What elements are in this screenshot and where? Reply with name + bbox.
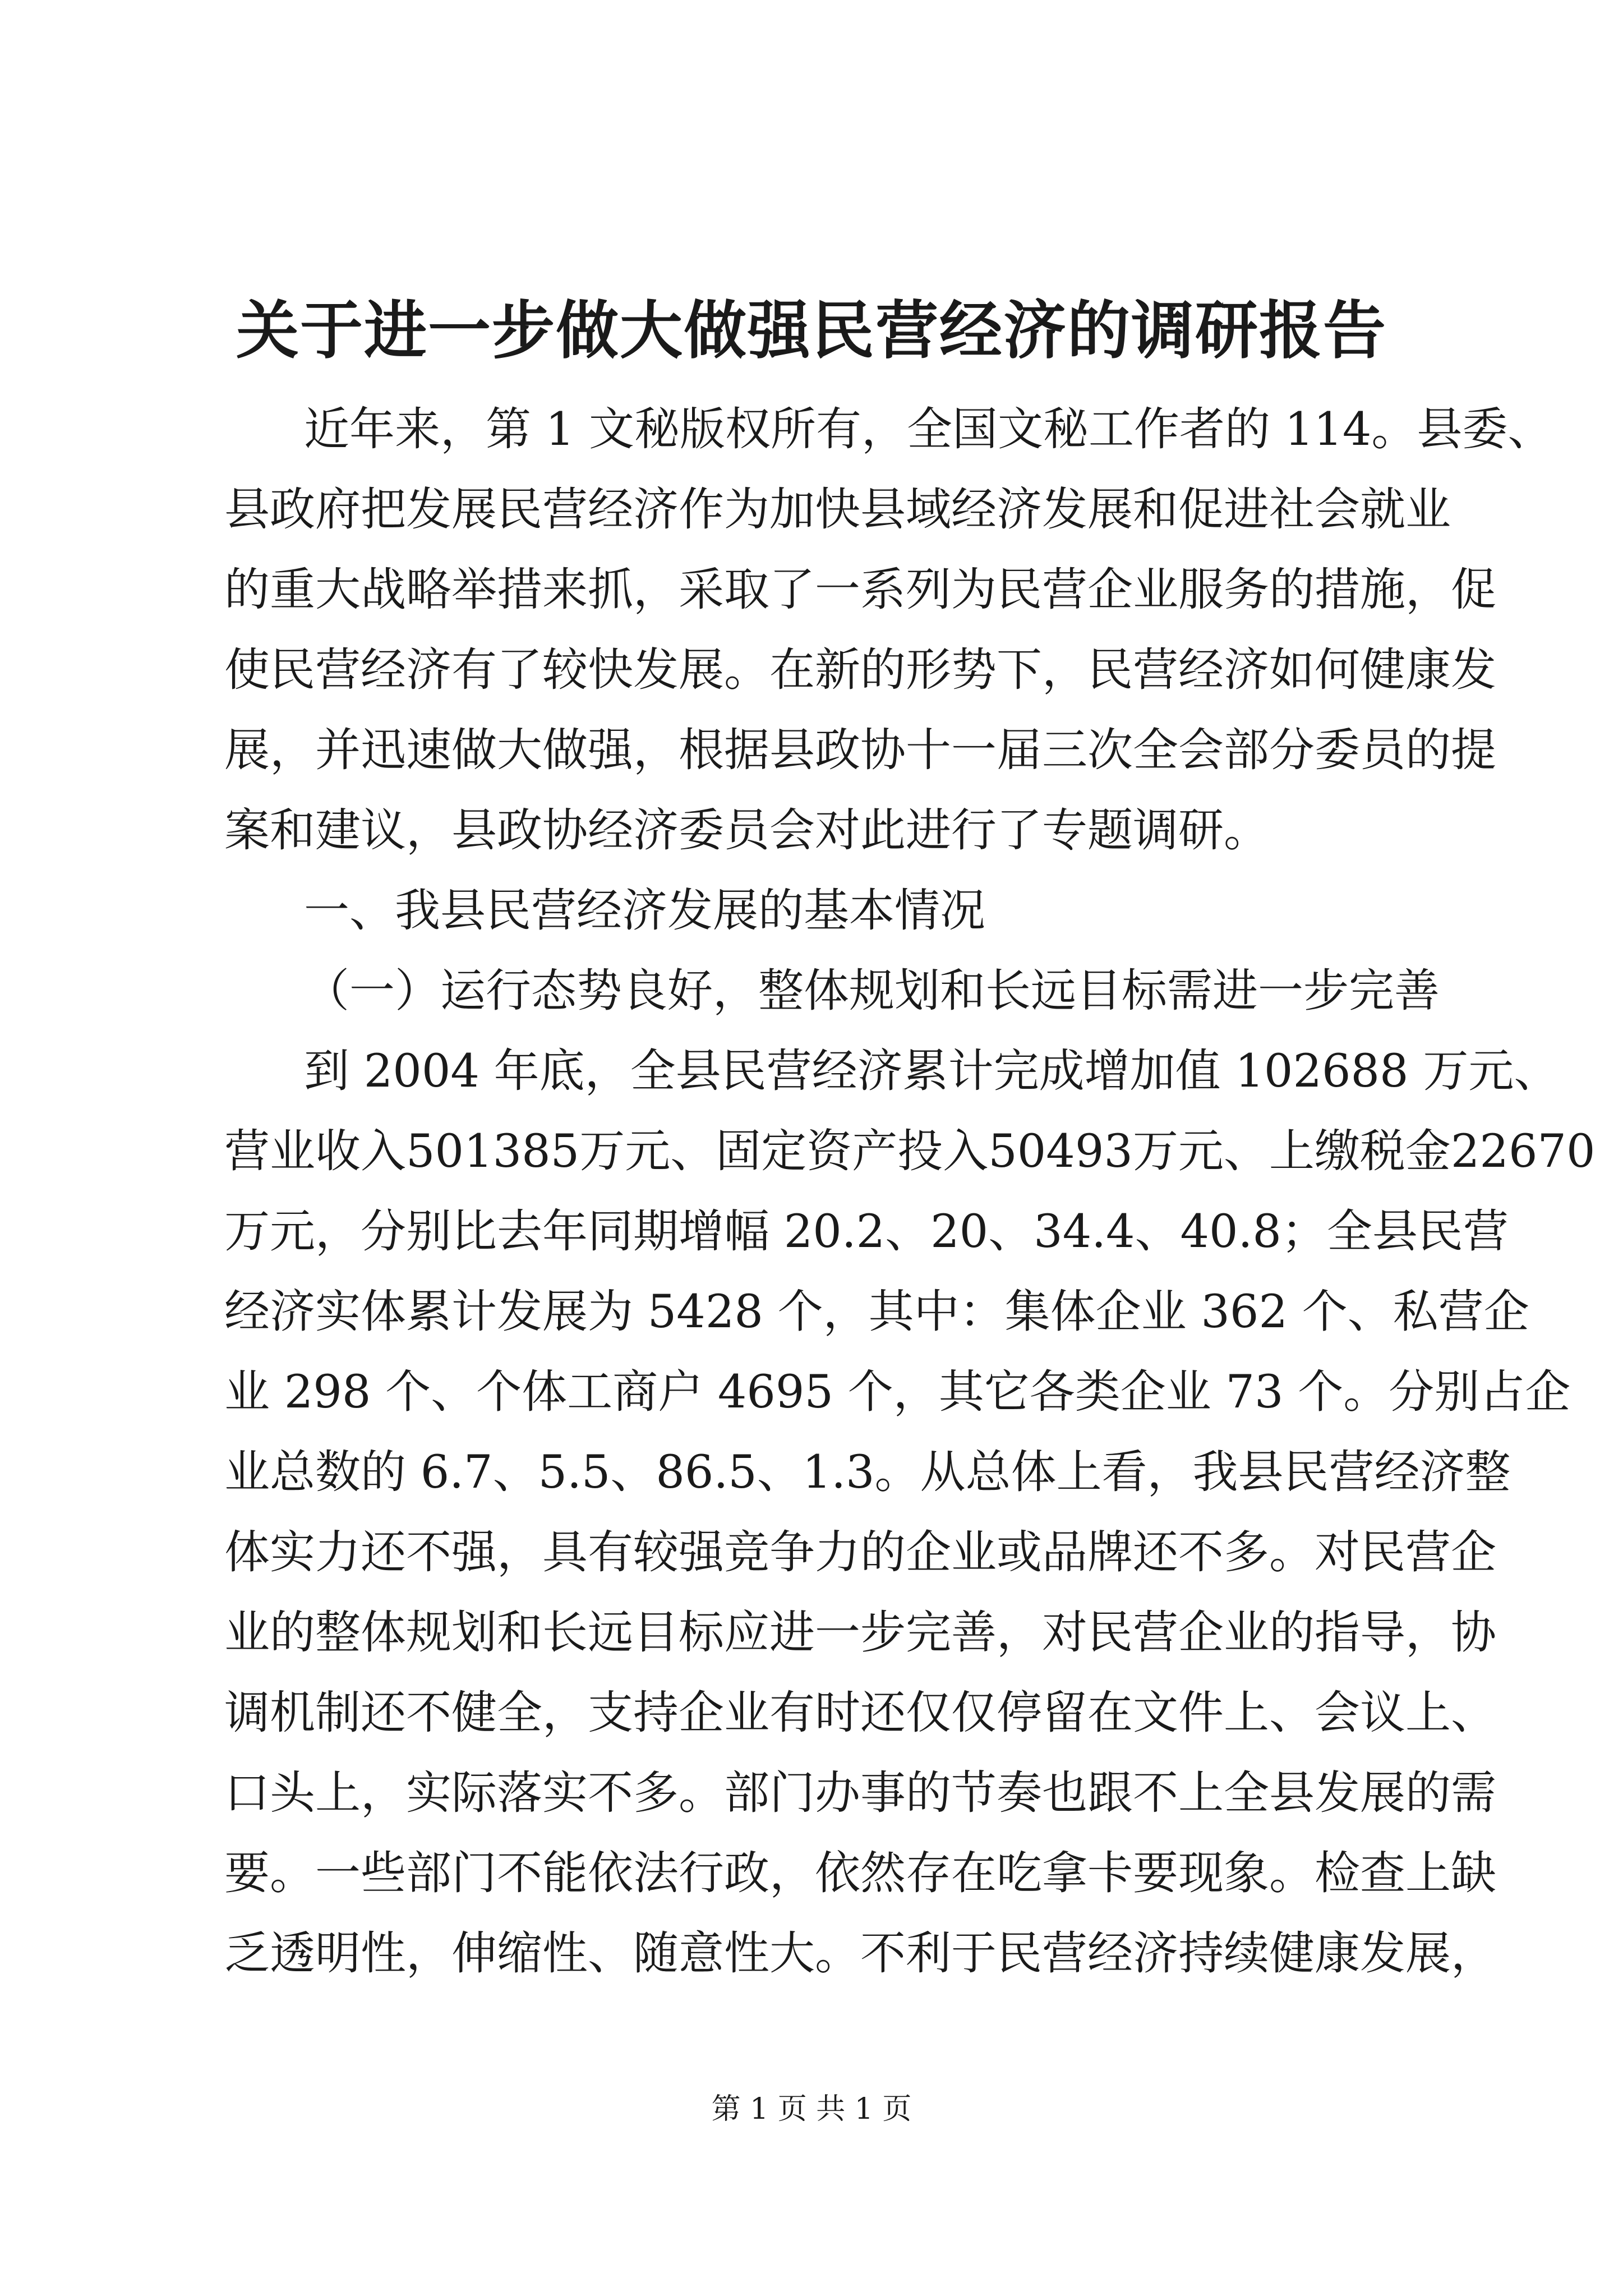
paragraph-line: 近年来，第 1 文秘版权所有，全国文秘工作者的 114。县委、: [304, 403, 1553, 456]
document-title: 关于进一步做大做强民营经济的调研报告: [236, 294, 1387, 367]
paragraph-line: 体实力还不强，具有较强竞争力的企业或品牌还不多。对民营企: [224, 1526, 1497, 1579]
section-heading: 一、我县民营经济发展的基本情况: [304, 885, 986, 937]
paragraph-line: 业总数的 6.7、5.5、86.5、1.3。从总体上看，我县民营经济整: [224, 1446, 1511, 1499]
page-number-footer: 第 1 页 共 1 页: [711, 2092, 912, 2126]
paragraph-line: 乏透明性，伸缩性、随意性大。不利于民营经济持续健康发展，: [224, 1927, 1497, 1980]
paragraph-line: 使民营经济有了较快发展。在新的形势下，民营经济如何健康发: [224, 644, 1497, 697]
paragraph-line: 万元，分别比去年同期增幅 20.2、20、34.4、40.8；全县民营: [224, 1205, 1509, 1258]
paragraph-line: 业 298 个、个体工商户 4695 个，其它各类企业 73 个。分别占企: [224, 1366, 1571, 1419]
paragraph-line: 到 2004 年底，全县民营经济累计完成增加值 102688 万元、: [304, 1045, 1560, 1098]
paragraph-line: 调机制还不健全，支持企业有时还仅仅停留在文件上、会议上、: [224, 1687, 1497, 1740]
paragraph-line: 要。一些部门不能依法行政，依然存在吃拿卡要现象。检查上缺: [224, 1847, 1497, 1900]
paragraph-line: 案和建议，县政协经济委员会对此进行了专题调研。: [224, 804, 1270, 857]
paragraph-line: 的重大战略举措来抓，采取了一系列为民营企业服务的措施，促: [224, 564, 1497, 616]
paragraph-line: 口头上，实际落实不多。部门办事的节奏也跟不上全县发展的需: [224, 1767, 1497, 1820]
paragraph-line: 展，并迅速做大做强，根据县政协十一届三次全会部分委员的提: [224, 724, 1497, 777]
paragraph-line: 业的整体规划和长远目标应进一步完善，对民营企业的指导，协: [224, 1607, 1497, 1659]
subsection-heading: （一）运行态势良好，整体规划和长远目标需进一步完善: [304, 965, 1440, 1018]
paragraph-line: 经济实体累计发展为 5428 个，其中：集体企业 362 个、私营企: [224, 1286, 1529, 1338]
paragraph-line: 营业收入501385万元、固定资产投入50493万元、上缴税金22670: [224, 1125, 1596, 1178]
paragraph-line: 县政府把发展民营经济作为加快县域经济发展和促进社会就业: [224, 484, 1451, 536]
